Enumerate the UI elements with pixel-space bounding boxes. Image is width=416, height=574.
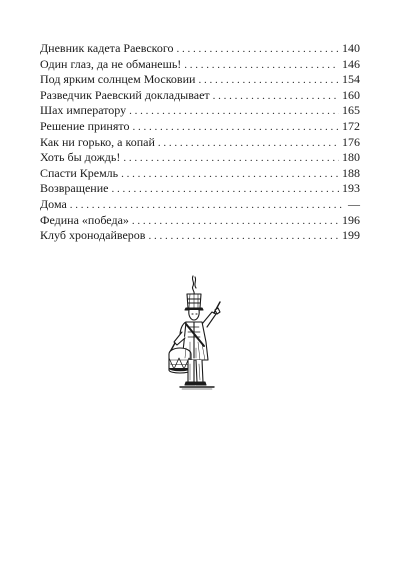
toc-dot-leader bbox=[123, 151, 339, 167]
toc-entry-page: 154 bbox=[342, 72, 360, 87]
toc-dot-leader bbox=[148, 229, 339, 245]
toc-entry[interactable] bbox=[40, 181, 360, 197]
toc-entry-page: — bbox=[348, 196, 360, 211]
toc-dot-leader bbox=[213, 89, 339, 105]
toc-dot-leader bbox=[70, 198, 343, 214]
toc-entry[interactable] bbox=[40, 166, 360, 182]
toc-dot-leader bbox=[198, 73, 339, 89]
toc-entry-page: 140 bbox=[342, 41, 360, 55]
toc-entry-page: 180 bbox=[342, 150, 360, 165]
toc-entry-page: 188 bbox=[342, 165, 360, 180]
drummer-soldier-icon bbox=[160, 272, 240, 397]
toc-entry[interactable] bbox=[40, 213, 360, 229]
toc-entry[interactable] bbox=[40, 135, 360, 151]
drummer-soldier-illustration bbox=[160, 272, 240, 397]
toc-entry-page: 160 bbox=[342, 87, 360, 102]
toc-entry[interactable] bbox=[40, 228, 360, 244]
toc-entry-title: Решение принято bbox=[40, 118, 130, 133]
toc-entry-page: 146 bbox=[342, 56, 360, 71]
toc-entry-page: 165 bbox=[342, 103, 360, 118]
toc-entry-title: Возвращение bbox=[40, 181, 109, 196]
toc-entry-title: Как ни горько, а копай bbox=[40, 134, 155, 149]
toc-entry-title: Дома bbox=[40, 196, 67, 211]
toc-entry[interactable] bbox=[40, 57, 360, 73]
toc-entry-title: Хоть бы дождь! bbox=[40, 150, 121, 165]
toc-entry[interactable] bbox=[40, 197, 360, 213]
toc-entry-page: 176 bbox=[342, 134, 360, 149]
toc-entry-title: Федина «победа» bbox=[40, 212, 129, 227]
toc-dot-leader bbox=[158, 136, 339, 152]
toc-entry-page: 199 bbox=[342, 228, 360, 243]
toc-entry-page: 193 bbox=[342, 181, 360, 196]
toc-entry[interactable] bbox=[40, 103, 360, 119]
toc-entry-title: Дневник кадета Раевского bbox=[40, 41, 174, 55]
toc-dot-leader bbox=[111, 182, 339, 198]
toc-entry[interactable] bbox=[40, 119, 360, 135]
toc-dot-leader bbox=[121, 167, 339, 183]
toc-entry[interactable] bbox=[40, 72, 360, 88]
toc-entry-title: Под ярким солнцем Московии bbox=[40, 72, 196, 87]
toc-dot-leader bbox=[184, 58, 339, 74]
toc-entry[interactable] bbox=[40, 150, 360, 166]
toc-dot-leader bbox=[129, 104, 339, 120]
toc-dot-leader bbox=[132, 214, 339, 230]
toc-entry-title: Разведчик Раевский докладывает bbox=[40, 87, 210, 102]
toc-dot-leader bbox=[132, 120, 339, 136]
table-of-contents bbox=[40, 41, 360, 244]
toc-entry-title: Шах императору bbox=[40, 103, 127, 118]
toc-entry[interactable] bbox=[40, 41, 360, 57]
toc-entry-title: Клуб хронодайверов bbox=[40, 228, 146, 243]
toc-entry[interactable] bbox=[40, 88, 360, 104]
toc-entry-title: Один глаз, да не обманешь! bbox=[40, 56, 182, 71]
toc-entry-page: 196 bbox=[342, 212, 360, 227]
toc-entry-title: Спасти Кремль bbox=[40, 165, 119, 180]
toc-dot-leader bbox=[177, 42, 340, 58]
toc-entry-page: 172 bbox=[342, 118, 360, 133]
